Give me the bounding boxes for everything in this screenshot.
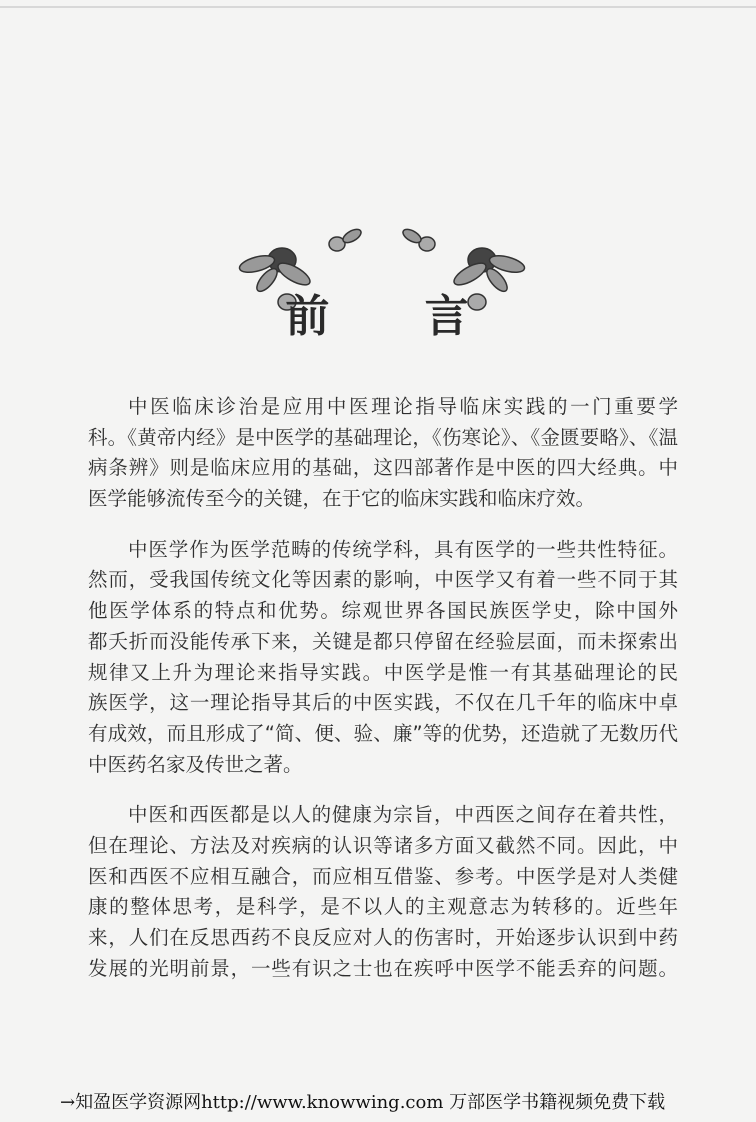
- text-line: 来，人们在反思西药不良反应对人的伤害时，开始逐步认识到中药: [88, 926, 678, 949]
- text-line: 都夭折而没能传承下来，关键是都只停留在经验层面，而未探索出: [88, 629, 678, 653]
- title-ornament: [232, 222, 532, 342]
- page-title: 前 言: [285, 291, 509, 342]
- text-line: 中医临床诊治是应用中医理论指导临床实践的一门重要学: [128, 395, 678, 418]
- text-line: 但在理论、方法及对疾病的认识等诸多方面又截然不同。因此，中: [88, 833, 678, 857]
- text-line: 康的整体思考，是科学，是不以人的主观意志为转移的。近些年: [88, 895, 678, 919]
- text-line: 中医和西医都是以人的健康为宗旨，中西医之间存在着共性，: [128, 803, 678, 827]
- preface-body: [88, 392, 678, 1004]
- paragraph: [88, 800, 678, 984]
- text-line: 病条辨》则是临床应用的基础，这四部著作是中医的四大经典。中: [88, 456, 678, 480]
- text-line: 医学能够流传至今的关键，在于它的临床实践和临床疗效。: [88, 487, 596, 511]
- text-line: 他医学体系的特点和优势。综观世界各国民族医学史，除中国外: [88, 599, 678, 623]
- footer-watermark: →知盈医学资源网http://www.knowwing.com 万部医学书籍视频免费下载: [60, 1092, 666, 1113]
- text-line: 族医学，这一理论指导其后的中医实践，不仅在几千年的临床中卓: [88, 691, 678, 715]
- paragraph: [88, 535, 678, 781]
- paragraph: [88, 392, 678, 515]
- page-top-edge: [0, 6, 756, 8]
- text-line: 科。《黄帝内经》是中医学的基础理论，《伤寒论》、《金匮要略》、《温: [88, 425, 678, 449]
- text-line: 医和西医不应相互融合，而应相互借鉴、参考。中医学是对人类健: [88, 864, 678, 888]
- text-line: 规律又上升为理论来指导实践。中医学是惟一有其基础理论的民: [88, 660, 678, 684]
- text-line: 发展的光明前景，一些有识之士也在疾呼中医学不能丢弃的问题。: [88, 956, 678, 980]
- text-line: 中医学作为医学范畴的传统学科，具有医学的一些共性特征。: [128, 537, 678, 561]
- text-line: 然而，受我国传统文化等因素的影响，中医学又有着一些不同于其: [88, 568, 678, 592]
- text-line: 中医药名家及传世之著。: [88, 752, 303, 776]
- text-line: 有成效，而且形成了“简、便、验、廉”等的优势，还造就了无数历代: [88, 721, 678, 745]
